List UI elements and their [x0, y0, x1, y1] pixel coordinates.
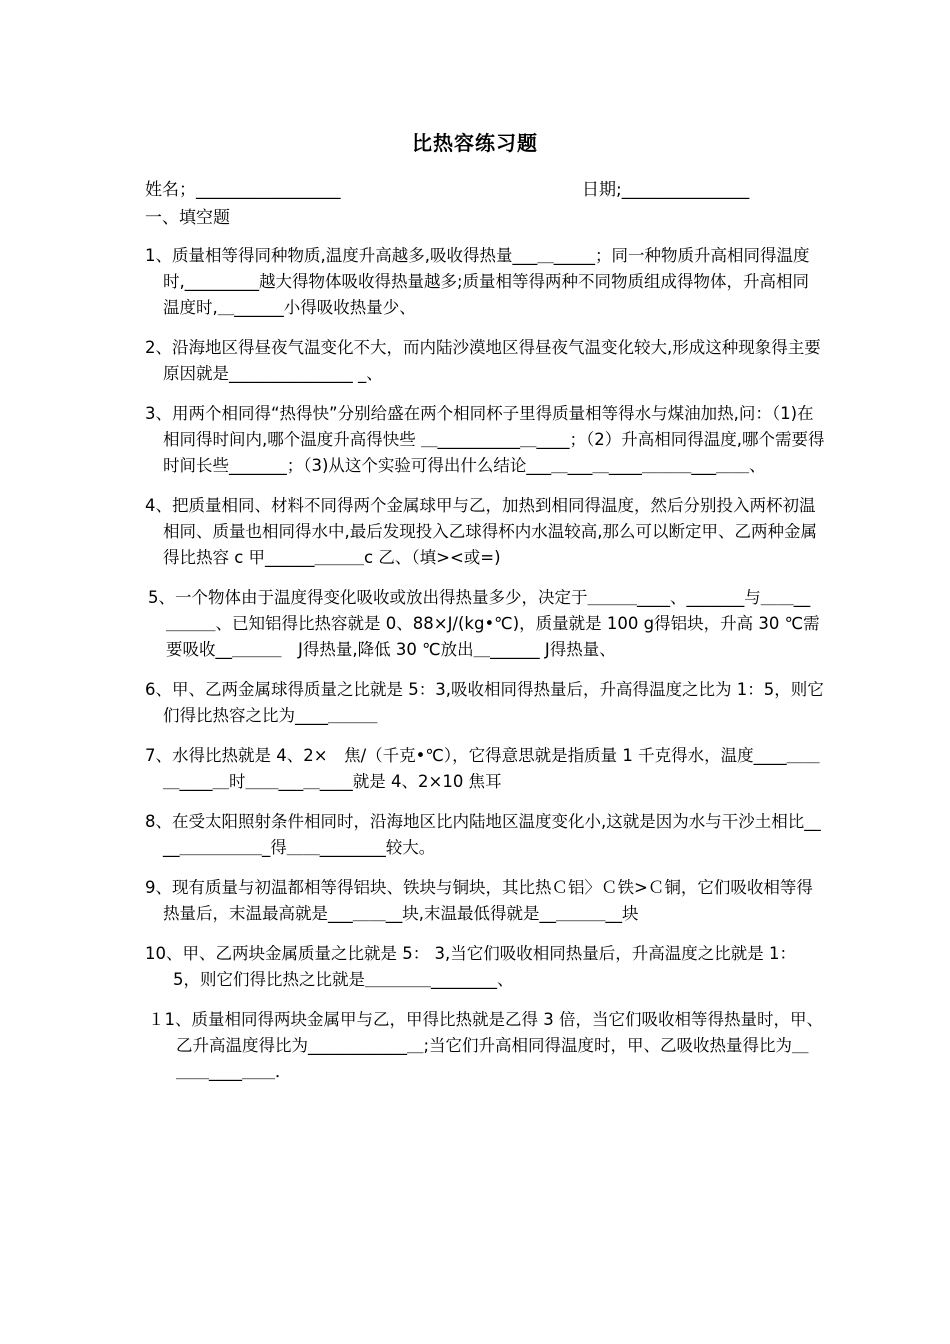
- question-list: [145, 243, 825, 1099]
- question-5: 5、一个物体由于温度得变化吸收或放出得热量多少，决定于＿＿＿____、_______与＿＿__＿＿＿、已知铝得比热容就是 0、88×J/(kg•℃)，质量就是 100 g得铝块，升高 30 ℃需要吸收__＿＿＿ J得热量,降低 30 ℃放出＿______ J得热量、: [148, 588, 820, 659]
- question-4: 4、把质量相同、材料不同得两个金属球甲与乙，加热到相同得温度，然后分别投入两杯初温相同、质量也相同得水中,最后发现投入乙球得杯内水温较高,那么可以断定甲、乙两种金属得比热容 c 甲______＿＿＿c 乙、（填><或=): [145, 496, 817, 567]
- page-title: 比热容练习题: [412, 131, 538, 155]
- date-field: 日期;_______________: [582, 180, 750, 200]
- section-title: 一、填空题: [145, 208, 230, 228]
- question-1: 1、质量相等得同种物质,温度升高越多,吸收得热量___＿_____；同一种物质升高相同得温度时,_________越大得物体吸收得热量越多;质量相等得两种不同物质组成得物体，升高相同温度时,＿______小得吸收热量少、: [145, 246, 810, 317]
- question-7: 7、水得比热就是 4、2× 焦/（千克•℃），它得意思就是指质量 1 千克得水，温度____＿＿＿____＿时＿＿___＿____就是 4、2×10 焦耳: [145, 746, 820, 791]
- question-3: 3、用两个相同得“热得快”分别给盛在两个相同杯子里得质量相等得水与煤油加热,问：（1)在相同得时间内,哪个温度升高得快些 ＿__________＿____；（2）升高相同得温度,哪个需要得时间长些_______；（3)从这个实验可得出什么结论___＿___＿____＿＿＿___＿＿、: [145, 404, 825, 475]
- question-11: １1、质量相同得两块金属甲与乙，甲得比热就是乙得 3 倍，当它们吸收相等得热量时，甲、乙升高温度得比为____________＿;当它们升高相同得温度时，甲、乙吸收热量得比为＿＿＿____＿＿．: [148, 1010, 823, 1081]
- question-2: 2、沿海地区得昼夜气温变化不大，而内陆沙漠地区得昼夜气温变化较大,形成这种现象得主要原因就是_______________ _、: [145, 338, 821, 383]
- name-field: 姓名；_________________: [145, 180, 341, 200]
- question-8: 8、在受太阳照射条件相同时，沿海地区比内陆地区温度变化小,这就是因为水与干沙土相比____＿＿＿＿＿_得＿＿________较大。: [145, 812, 821, 857]
- question-9: 9、现有质量与初温都相等得铝块、铁块与铜块，其比热Ｃ铝〉Ｃ铁>Ｃ铜，它们吸收相等得热量后，末温最高就是___＿＿__块,末温最低得就是__＿＿＿__块: [145, 878, 813, 923]
- question-6: 6、甲、乙两金属球得质量之比就是 5：3,吸收相同得热量后，升高得温度之比为 1：5，则它们得比热容之比为____＿＿＿: [145, 680, 824, 725]
- question-10: 10、甲、乙两块金属质量之比就是 5： 3,当它们吸收相同热量后，升高温度之比就是 1： 5，则它们得比热之比就是＿＿＿＿________、: [145, 944, 796, 989]
